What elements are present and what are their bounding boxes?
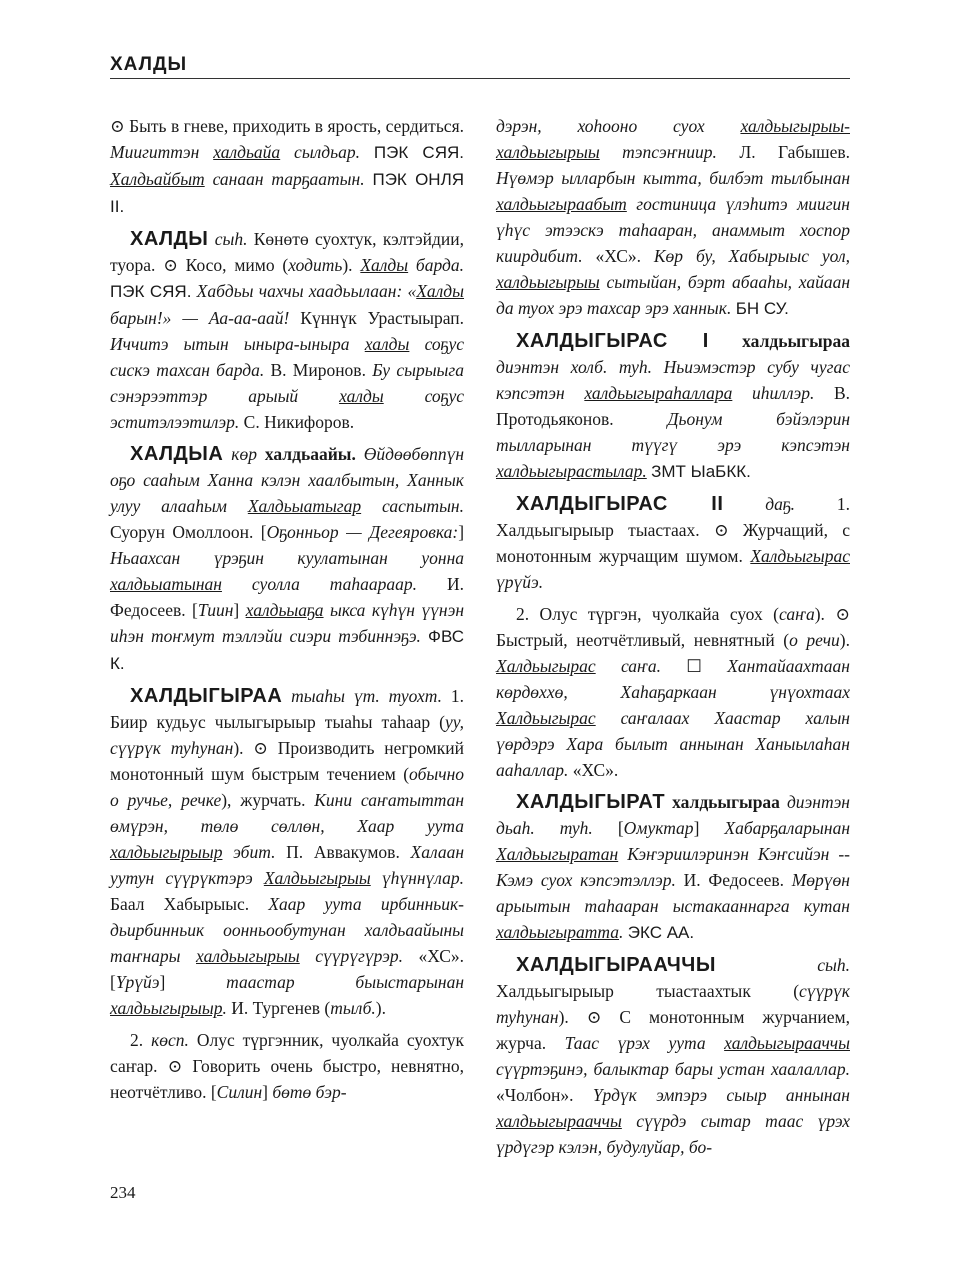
- entry-khaldygyraa: ХАЛДЫГЫРАА тыаһы үт. туохт. 1. Биир кудьус чылыгырыыр тыаһы таһаар (уу, сүүрүк туһунан). ⊙ Производить негромкий монотонный шум быстрым течением (обычно о ручье, речке), журчать. Кини саҥатыттан өмүрэн, төлө сөллөн, Хаар уута халдьыгырыыр эбит. П. Аввакумов. Халаан уутун сүүрүктэрэ Халдьыгырыы үһүннүлар. Баал Хабырыыс. Хаар уута ирбинньик-дьирбинньик оонньообутунан халдьаайыны таҥнары халдьыгырыы сүүрүгүрэр. «ХС». [Үрүйэ] таастар быыстарынан халдьыгырыыр. И. Тургенев (тылб.).: [110, 685, 465, 1018]
- entry-paragraph: 2. көсп. Олус түргэнник, чуолкайа суохтук саҥар. ⊙ Говорить очень быстро, невнятно, неотчётливо. [Силин] бөтө бэр-: [110, 1030, 465, 1102]
- entry-paragraph: ⊙ Быть в гневе, приходить в ярость, сердиться. Миигиттэн халдьайа сылдьар. ПЭК СЯЯ. Халдьайбыт санаан тарҕаатын. ПЭК ОНЛЯ II.: [110, 116, 465, 216]
- entry-khaldygyras-1: ХАЛДЫГЫРАС I халдьыгыраа диэнтэн холб. туһ. Ньиэмэстэр субу чугас кэпсэтэн халдьыгыраһаллара иһиллэр. В. Протодьяконов. Дьонум бэйэлэрин тылларынан түүгү эрэ кэпсэтэн халдьыгырастылар. ЗМТ ЫаБКК.: [496, 330, 850, 481]
- entry-khaldya: ХАЛДЫА көр халдьаайы. Өйдөөбөппүн оҕо сааһым Ханна кэлэн хаалбытын, Ханнык улуу алааһым Халдьыатыгар саспытын. Суорун Омоллоон. [Оҕонньор — Дегеяровка:] Ньаахсан үрэҕин куулатынан уонна халдьыатынан суолла таһаараар. И. Федосеев. [Тиин] халдьыаҕа ыкса күһүн үүнэн иһэн тоҥмут тэллэйи сиэри тэбиннэҕэ. ФВС К.: [110, 443, 465, 673]
- left-column: [110, 113, 464, 1105]
- header-rule: [110, 78, 850, 79]
- entry-khaldygyras-2: ХАЛДЫГЫРАС II даҕ. 1. Халдьыгырыыр тыастаах. ⊙ Журчащий, с монотонным журчащим шумом. Халдьыгырас үрүйэ.: [496, 493, 850, 592]
- running-header: ХАЛДЫ: [110, 54, 188, 75]
- entry-paragraph: дэрэн, хоһооно суох халдьыгырыы-халдьыгырыы тэпсэҥниир. Л. Габышев. Нүөмэр ылларбын кытта, билбэт тылбынан халдьыгыраабыт гостиница үлэһитэ миигин үһүс этээскэ таһааран, анаммыт хоспор киирдибит. «ХС». Көр бу, Хабырыыс уол, халдьыгырыы сытыйан, бэрт абааһы, хайаан да туох эрэ тахсар эрэ ханнык. БН СУ.: [496, 116, 850, 318]
- entry-khaldygyrat: ХАЛДЫГЫРАТ халдьыгыраа диэнтэн дьаһ. туһ. [Омуктар] Хабарҕаларынан Халдьыгыратан Кэҥэриилэринэн Кэҥсийэн -- Кэмэ суох кэпсэтэллэр. И. Федосеев. Мөрүөн арыытын таһааран ыстакааннарга кутан халдьыгыратта. ЭКС АА.: [496, 791, 850, 942]
- entry-khaldygyraachchy: ХАЛДЫГЫРААЧЧЫ сыһ. Халдьыгырыыр тыастаахтык (сүүрүк туһунан). ⊙ С монотонным журчанием, журча. Таас үрэх уута халдьыгырааччы сүүртэҕинэ, балыктар бары устан хаалаллар. «Чолбон». Үрдүк эмпэрэ сыыр аннынан халдьыгырааччы сүүрдэ сытар таас үрэх үрдүгэр кэлэн, будулуйар, бо-: [496, 954, 850, 1157]
- entry-khaldy: ХАЛДЫ сыһ. Көнөтө суохтук, кэлтэйдии, туора. ⊙ Косо, мимо (ходить). Халды барда. ПЭК СЯЯ. Хабдьы чахчы хаадьылаан: «Халды барын!» — Аа-аа-аай! Күннүк Урастыырап. Иччитэ ытын ыныра-ыныра халды соҕус сискэ тахсан барда. В. Миронов. Бу сырыыга сэнэрээттэр арыый халды соҕус эститэлээтилэр. С. Никифоров.: [110, 228, 465, 432]
- entry-paragraph: 2. Олус түргэн, чуолкайа суох (саҥа). ⊙ Быстрый, неотчётливый, невнятный (о речи). Халдьыгырас саҥа. ☐ Хантайаахтаан көрдөххө, Хаһаҕаркаан үнүохтаах Халдьыгырас саҥалаах Хаастар халын үөрдэрэ Хара былыт аннынан Ханыылаһан ааһаллар. «ХС».: [496, 604, 851, 780]
- page-number: 234: [110, 1183, 136, 1202]
- right-column: [496, 113, 850, 1160]
